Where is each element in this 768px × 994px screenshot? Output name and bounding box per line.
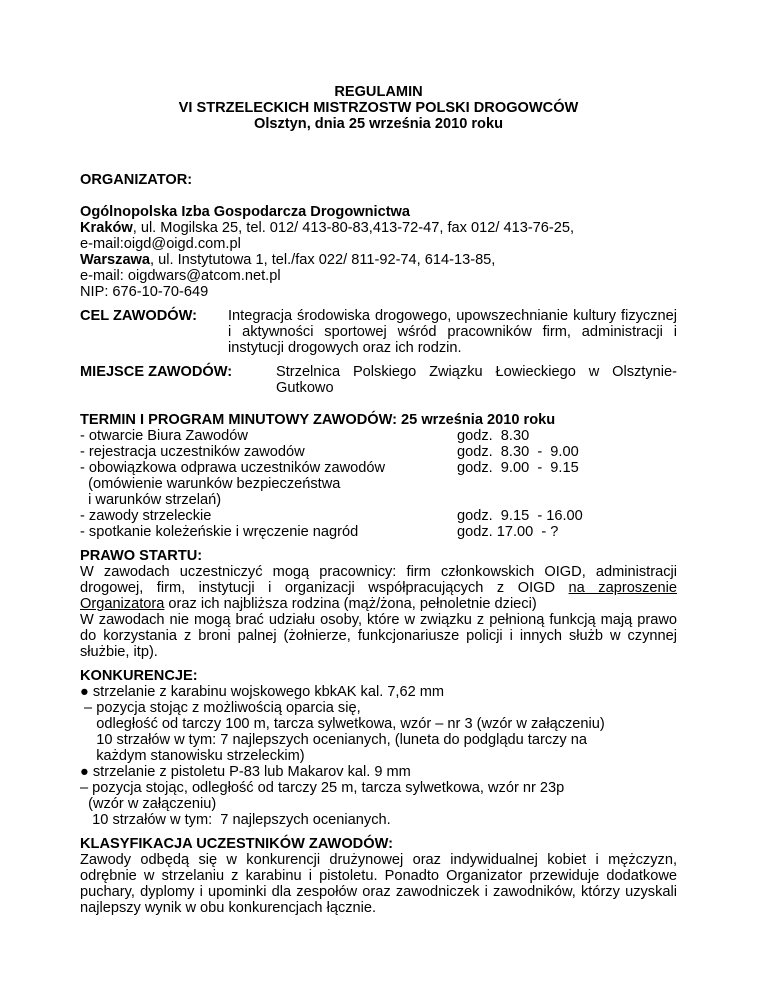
- warsaw-address: [80, 252, 677, 268]
- program-item: - rejestracja uczestników zawodów: [80, 444, 305, 460]
- classification-heading: KLASYFIKACJA UCZESTNIKÓW ZAWODÓW:: [80, 836, 393, 852]
- program-time: godz. 17.00 - ?: [457, 524, 559, 540]
- eligibility-heading: PRAWO STARTU:: [80, 548, 203, 564]
- program-row: [80, 476, 677, 492]
- organizer-name: Ogólnopolska Izba Gospodarcza Drogownictwa: [80, 204, 411, 220]
- competition-line: 10 strzałów w tym: 7 najlepszych ocenianych.: [80, 812, 391, 828]
- venue-section: [80, 364, 677, 396]
- competitions-list: [80, 684, 677, 828]
- program-time: godz. 8.30 - 9.00: [457, 444, 579, 460]
- program-item: i warunków strzelań): [80, 492, 222, 508]
- program-row: [80, 508, 677, 524]
- program-time: godz. 8.30: [457, 428, 530, 444]
- program-time: godz. 9.00 - 9.15: [457, 460, 579, 476]
- competition-line: ● strzelanie z karabinu wojskowego kbkAK kal. 7,62 mm: [80, 684, 445, 700]
- competition-line: każdym stanowisku strzeleckim): [80, 748, 305, 764]
- goal-section: [80, 308, 677, 356]
- eligibility-paragraph-1: [80, 564, 677, 612]
- organizer-heading: ORGANIZATOR:: [80, 172, 193, 188]
- program-row: [80, 428, 677, 444]
- program-row: [80, 492, 677, 508]
- krakow-email: e-mail:oigd@oigd.com.pl: [80, 236, 241, 252]
- goal-text: Integracja środowiska drogowego, upowszechnianie kultury fizycznej i aktywności sportowej wśród pracowników firm, administracji i instytucji drogowych oraz ich rodzin.: [228, 308, 677, 356]
- program-item: - zawody strzeleckie: [80, 508, 212, 524]
- program-row: [80, 444, 677, 460]
- venue-label: MIEJSCE ZAWODÓW:: [80, 364, 233, 380]
- eligibility-text-a: W zawodach uczestniczyć mogą pracownicy: firm członkowskich OIGD, administracji drogowej, firm, instytucji i organizacji współpracujących z OIGD: [80, 564, 677, 596]
- program-row: [80, 460, 677, 476]
- krakow-city: Kraków: [80, 220, 133, 236]
- goal-label: CEL ZAWODÓW:: [80, 308, 198, 324]
- invitation-note: na zaproszenie Organizatora: [80, 580, 677, 612]
- document-page: [80, 84, 677, 916]
- competition-line: – pozycja stojąc z możliwością oparcia się,: [80, 700, 361, 716]
- warsaw-email: e-mail: oigdwars@atcom.net.pl: [80, 268, 281, 284]
- competitions-heading: KONKURENCJE:: [80, 668, 198, 684]
- program-time: godz. 9.15 - 16.00: [457, 508, 583, 524]
- competition-line: (wzór w załączeniu): [80, 796, 217, 812]
- eligibility-paragraph-2: W zawodach nie mogą brać udziału osoby, które w związku z pełnioną funkcją mają prawo do korzystania z broni palnej (żołnierze, funkcjonariusze policji i innych służb w czynnej służbie, itp).: [80, 612, 677, 660]
- venue-text: Strzelnica Polskiego Związku Łowieckiego w Olsztynie-Gutkowo: [276, 364, 677, 396]
- program-heading: TERMIN I PROGRAM MINUTOWY ZAWODÓW: 25 września 2010 roku: [80, 412, 556, 428]
- warsaw-details: , ul. Instytutowa 1, tel./fax 022/ 811-92-74, 614-13-85,: [150, 252, 496, 268]
- eligibility-text-b: oraz ich najbliższa rodzina (mąż/żona, pełnoletnie dzieci): [164, 596, 537, 612]
- classification-text: Zawody odbędą się w konkurencji drużynowej oraz indywidualnej kobiet i mężczyzn, odrębnie w strzelaniu z karabinu i pistoletu. Ponadto Organizator przewiduje dodatkowe puchary, dyplomy i upominki dla zespołów oraz zawodniczek i zawodników, którzy uzyskali najlepszy wynik w obu konkurencjach łącznie.: [80, 852, 677, 916]
- warsaw-city: Warszawa: [80, 252, 151, 268]
- program-item: - spotkanie koleżeńskie i wręczenie nagród: [80, 524, 359, 540]
- competition-line: – pozycja stojąc, odległość od tarczy 25 m, tarcza sylwetkowa, wzór nr 23p: [80, 780, 565, 796]
- competition-line: ● strzelanie z pistoletu P-83 lub Makarov kal. 9 mm: [80, 764, 411, 780]
- program-item: - otwarcie Biura Zawodów: [80, 428, 248, 444]
- doc-subtitle: VI STRZELECKICH MISTRZOSTW POLSKI DROGOWCÓW: [178, 100, 579, 116]
- competition-line: 10 strzałów w tym: 7 najlepszych ocenianych, (luneta do podglądu tarczy na: [80, 732, 587, 748]
- program-item: (omówienie warunków bezpieczeństwa: [80, 476, 341, 492]
- program-list: [80, 428, 677, 540]
- krakow-details: , ul. Mogilska 25, tel. 012/ 413-80-83,413-72-47, fax 012/ 413-76-25,: [132, 220, 575, 236]
- doc-title: REGULAMIN: [334, 84, 423, 100]
- program-item: - obowiązkowa odprawa uczestników zawodów: [80, 460, 386, 476]
- competition-line: odległość od tarczy 100 m, tarcza sylwetkowa, wzór – nr 3 (wzór w załączeniu): [80, 716, 605, 732]
- krakow-address: [80, 220, 677, 236]
- nip-number: NIP: 676-10-70-649: [80, 284, 209, 300]
- program-row: [80, 524, 677, 540]
- doc-date: Olsztyn, dnia 25 września 2010 roku: [253, 116, 503, 132]
